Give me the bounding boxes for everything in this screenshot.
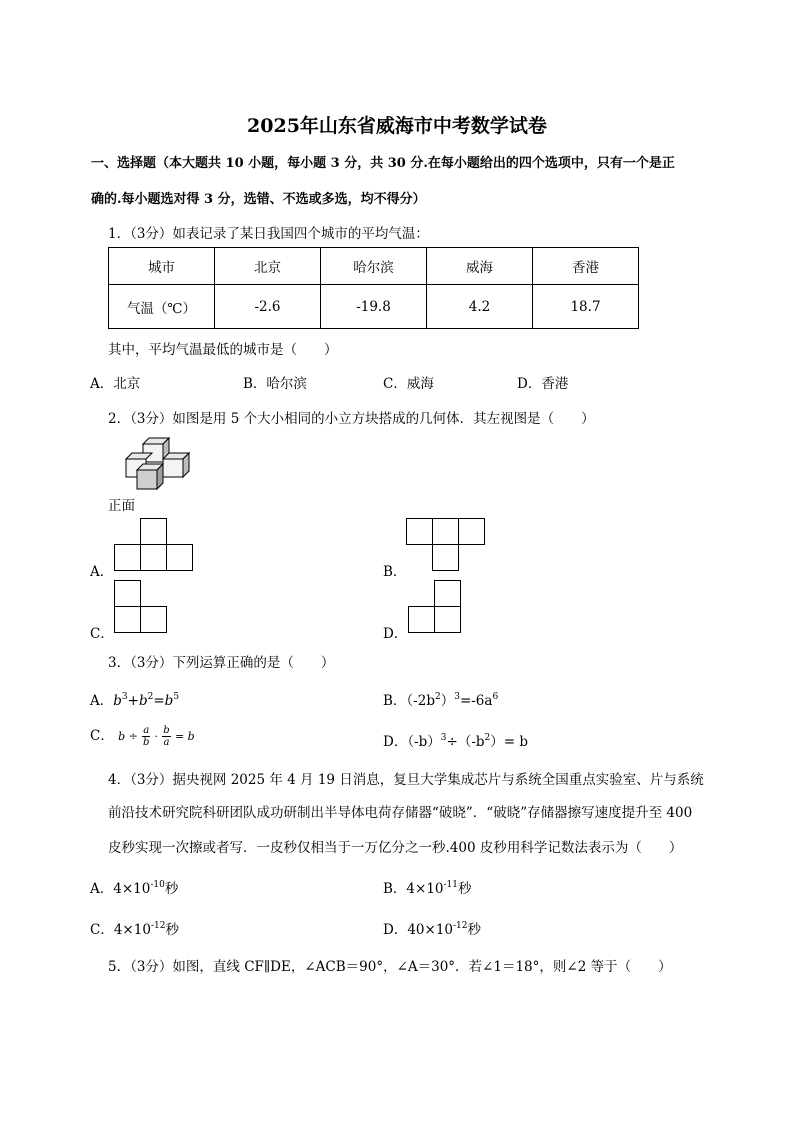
q2-stem: 2．（3分）如图是用 5 个大小相同的小立方块搭成的几何体．其左视图是（ ） — [108, 411, 595, 427]
option-label: D． — [383, 922, 408, 938]
exponent: 5 — [173, 692, 180, 702]
exponent: 6 — [492, 692, 499, 702]
section-heading-line1: 一、选择题（本大题共 10 小题，每小题 3 分，共 30 分.在每小题给出的四个选项中，只有一个是正 — [91, 156, 675, 171]
expr-term: 4×10 — [113, 881, 151, 897]
table-row — [109, 285, 639, 329]
q4-line2: 前沿技术研究院科研团队成功研制出半导体电荷存储器“破晓”．“破晓”存储器擦写速度提升至 400 — [108, 805, 693, 821]
front-view-label: 正面 — [108, 498, 135, 514]
view-option-d — [408, 580, 464, 634]
exponent: -12 — [150, 921, 166, 931]
expr-term: ）= b — [490, 734, 529, 750]
temperature-table — [108, 247, 639, 329]
unit: 秒 — [165, 922, 179, 938]
exponent: -12 — [453, 921, 468, 931]
table-cell: 城市 — [109, 248, 215, 285]
table-cell: 18.7 — [533, 285, 639, 329]
table-cell: -2.6 — [215, 285, 321, 329]
option-label: C． — [90, 922, 114, 938]
table-header-row — [109, 248, 639, 285]
option-label: B． — [383, 881, 407, 897]
expr-term: ÷（-b — [446, 734, 485, 750]
exponent: -11 — [443, 880, 459, 890]
option-label: A． — [90, 881, 114, 897]
expr-term: · — [154, 730, 158, 743]
unit: 秒 — [458, 881, 472, 897]
exponent: 2 — [434, 692, 441, 702]
expr-term: = b — [174, 730, 195, 743]
section-heading-line2: 确的.每小题选对得 3 分，选错、不选或多选，均不得分） — [91, 192, 426, 207]
exponent: 3 — [440, 733, 447, 743]
option-label: B． — [383, 693, 407, 709]
unit: 秒 — [467, 922, 481, 938]
expr-term: =-6a — [459, 693, 493, 709]
table-cell: 气温（℃） — [109, 285, 215, 329]
expr-term: 40×10 — [407, 922, 453, 938]
expr-term: b — [113, 693, 122, 709]
expr-term: =b — [153, 693, 174, 709]
q4-option-d — [383, 918, 481, 938]
table-cell: 威海 — [427, 248, 533, 285]
q3-option-d — [383, 730, 528, 750]
exponent: -10 — [150, 880, 165, 890]
page-title: 2025年山东省威海市中考数学试卷 — [247, 115, 547, 137]
table-cell: 哈尔滨 — [321, 248, 427, 285]
q3-stem: 3．（3分）下列运算正确的是（ ） — [108, 655, 335, 671]
expr-term: 4×10 — [113, 922, 151, 938]
cube-stack-figure — [120, 436, 195, 496]
exponent: 3 — [121, 692, 128, 702]
q2-option-d-label: D． — [383, 626, 408, 642]
q1-follow: 其中，平均气温最低的城市是（ ） — [108, 342, 338, 358]
q4-option-c — [90, 918, 179, 938]
expr-term: ） — [440, 693, 455, 709]
q2-option-b-label: B． — [383, 564, 407, 580]
q2-option-c-label: C． — [90, 626, 114, 642]
q4-option-a — [90, 877, 178, 897]
exponent: 2 — [147, 692, 154, 702]
q4-line3: 皮秒实现一次擦或者写．一皮秒仅相当于一万亿分之一秒.400 皮秒用科学记数法表示为（ ） — [108, 840, 683, 856]
unit: 秒 — [164, 881, 179, 897]
table-cell: 北京 — [215, 248, 321, 285]
view-option-b — [406, 518, 488, 572]
expr-term: b ÷ — [118, 730, 138, 743]
q3-option-c — [90, 724, 195, 748]
option-label: C． — [90, 728, 114, 744]
exponent: 3 — [454, 692, 460, 702]
fraction — [142, 725, 150, 748]
table-cell: 香港 — [533, 248, 639, 285]
q3-option-b — [383, 689, 498, 709]
expr-term: 4×10 — [406, 881, 444, 897]
q2-option-a-label: A． — [90, 564, 114, 580]
q3-option-a — [90, 689, 179, 709]
exponent: 2 — [484, 733, 491, 743]
expr-term: （-2b — [406, 693, 435, 709]
table-cell: -19.8 — [321, 285, 427, 329]
q5-stem: 5．（3分）如图，直线 CF∥DE，∠ACB＝90°，∠A＝30°．若∠1＝18°，则∠2 等于（ ） — [108, 959, 672, 975]
q1-option-a: A．北京 — [90, 376, 141, 392]
expr-term: +b — [127, 693, 148, 709]
q1-option-b: B．哈尔滨 — [243, 376, 307, 392]
q4-option-b — [383, 877, 472, 897]
view-option-c — [114, 580, 170, 634]
denominator: b — [142, 737, 150, 748]
numerator: a — [143, 725, 150, 736]
q1-option-d: D．香港 — [517, 376, 569, 392]
fraction — [162, 725, 170, 748]
denominator: a — [163, 737, 170, 748]
q1-stem: 1．（3分）如表记录了某日我国四个城市的平均气温： — [108, 226, 429, 242]
view-option-a — [114, 518, 196, 572]
q4-line1: 4．（3分）据央视网 2025 年 4 月 19 日消息，复旦大学集成芯片与系统全国重点实验室、片与系统 — [108, 772, 704, 788]
option-label: D． — [383, 734, 408, 750]
expr-term: （-b） — [407, 734, 441, 750]
numerator: b — [163, 725, 170, 736]
option-label: A． — [90, 693, 114, 709]
q1-option-c: C．威海 — [383, 376, 434, 392]
table-cell: 4.2 — [427, 285, 533, 329]
